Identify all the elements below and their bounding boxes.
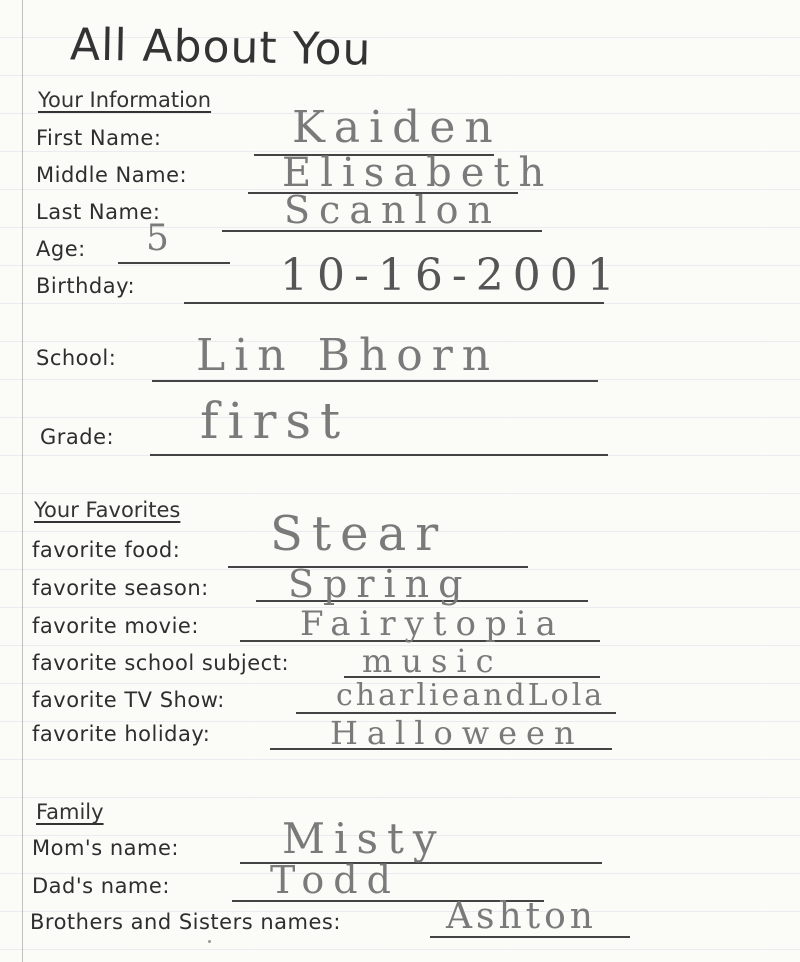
first-name-label: First Name: [36,126,162,150]
section-your-information: Your Information [38,88,212,112]
favorite-season-label: favorite season: [32,576,209,600]
dads-name-label: Dad's name: [32,874,170,898]
favorite-holiday-value: Halloween [330,714,584,752]
last-name-value: Scanlon [284,188,501,232]
favorite-holiday-label: favorite holiday: [32,722,211,746]
birthday-label: Birthday: [36,274,136,298]
last-name-label: Last Name: [36,200,161,224]
favorite-school-subject-label: favorite school subject: [32,651,290,675]
moms-name-label: Mom's name: [32,836,179,860]
favorite-food-value: Stear [270,506,448,562]
school-value: Lin Bhorn [196,330,500,381]
pencil-dot [208,940,211,943]
favorite-food-label: favorite food: [32,538,181,562]
siblings-names-label: Brothers and Sisters names: [30,910,341,934]
dads-name-value: Todd [270,858,400,902]
favorite-movie-label: favorite movie: [32,614,199,638]
middle-name-label: Middle Name: [36,163,188,187]
section-family: Family [36,800,104,824]
siblings-names-value: Ashton [446,896,597,937]
favorite-tv-show-label: favorite TV Show: [32,688,225,712]
grade-line [150,454,608,456]
first-name-value: Kaiden [292,102,502,153]
favorite-school-subject-value: music [362,642,503,680]
birthday-line [184,302,604,304]
moms-name-value: Misty [282,814,446,863]
favorite-movie-value: Fairytopia [300,604,565,644]
favorite-season-value: Spring [288,562,472,606]
middle-name-value: Elisabeth [282,150,554,196]
favorite-tv-show-value: charlieandLola [336,678,606,713]
school-label: School: [36,346,117,370]
margin-line [22,0,23,962]
age-label: Age: [36,237,86,261]
grade-value: first [200,392,350,450]
birthday-value: 10-16-2001 [280,250,624,301]
age-value: 5 [146,218,178,259]
grade-label: Grade: [40,425,115,449]
age-line [118,262,230,264]
section-your-favorites: Your Favorites [34,498,181,522]
page-title: All About You [69,19,372,76]
